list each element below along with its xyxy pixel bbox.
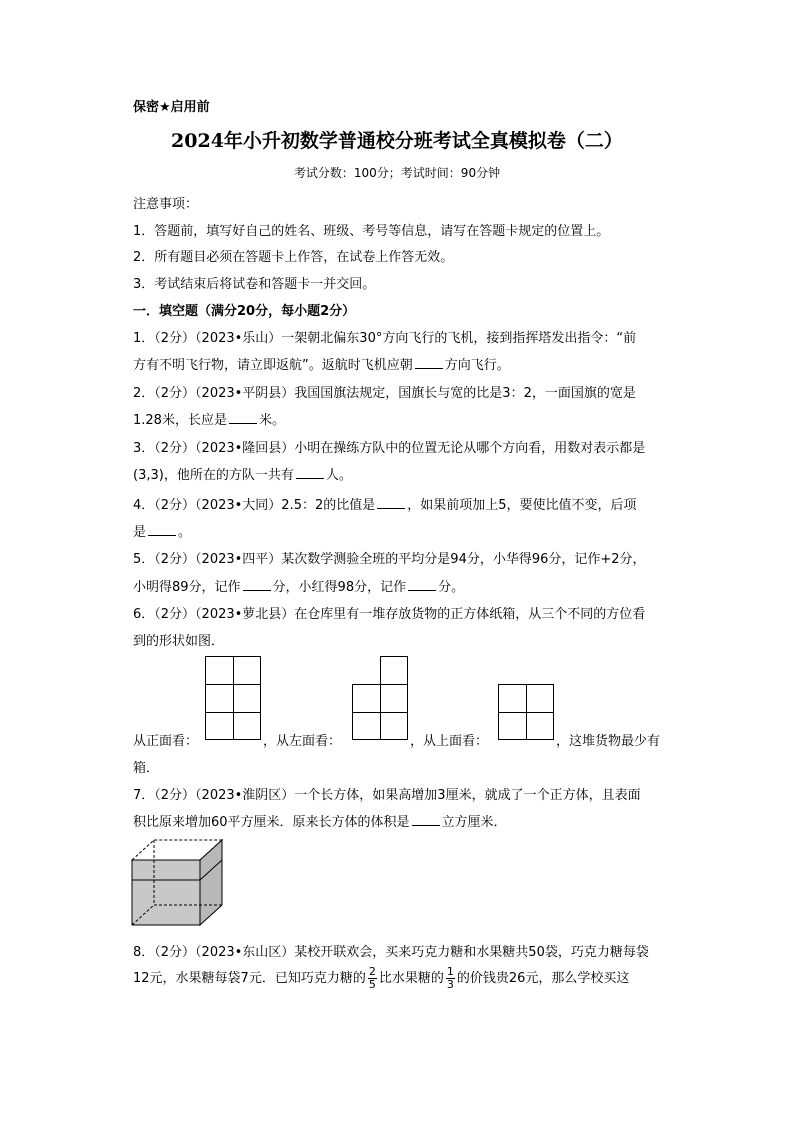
q3-line1: 3．（2分）（2023•隆回县）小明在操练方队中的位置无论从哪个方向看，用数对表示都是 xyxy=(133,441,646,456)
q4-line2 xyxy=(133,521,191,540)
cuboid-figure xyxy=(130,836,226,928)
q6-end-label: ，这堆货物最少有 xyxy=(556,734,661,749)
q5-answer-blank-1[interactable] xyxy=(243,578,271,591)
q4-text-a: 4．（2分）（2023•大同）2.5：2的比值是 xyxy=(133,498,376,513)
fraction-numerator: 1 xyxy=(446,965,454,978)
fraction-one-third xyxy=(446,966,455,991)
left-view-figure xyxy=(352,656,408,740)
q3-line2 xyxy=(133,464,352,483)
q6-left-label: ，从左面看： xyxy=(263,734,342,749)
q7-line2 xyxy=(133,811,507,830)
cuboid-front-face xyxy=(132,860,200,925)
q1-text-a: 方有不明飞行物，请立即返航”。返航时飞机应朝 xyxy=(133,358,413,373)
note-item-1: 1．答题前，填写好自己的姓名、班级、考号等信息，请写在答题卡规定的位置上。 xyxy=(133,224,610,239)
q7-text-a: 积比原来增加60平方厘米．原来长方体的体积是 xyxy=(133,815,410,830)
q1-text-b: 方向飞行。 xyxy=(444,358,510,373)
q7-line1: 7．（2分）（2023•淮阴区）一个长方体，如果高增加3厘米，就成了一个正方体，且表面 xyxy=(133,788,641,803)
score-info: 考试分数：100分；考试时间：90分钟 xyxy=(293,166,501,180)
q8-line2 xyxy=(133,966,629,991)
q4-text-c: 是 xyxy=(133,525,147,540)
q8-text-a: 12元，水果糖每袋7元．已知巧克力糖的 xyxy=(133,971,366,986)
q5-line2 xyxy=(133,576,464,595)
q2-text-a: 1.28米，长应是 xyxy=(133,413,227,428)
note-item-2: 2．所有题目必须在答题卡上作答，在试卷上作答无效。 xyxy=(133,250,454,265)
q2-line2 xyxy=(133,409,285,428)
front-view-figure xyxy=(205,656,261,740)
q7-text-b: 立方厘米． xyxy=(441,815,507,830)
q3-text-b: 人。 xyxy=(325,468,352,483)
q1-line2 xyxy=(133,354,510,373)
q4-text-d: 。 xyxy=(178,525,192,540)
q8-line1: 8．（2分）（2023•东山区）某校开联欢会，买来巧克力糖和水果糖共50袋，巧克力糖每袋 xyxy=(133,945,649,960)
q5-text-b: 分，小红得98分，记作 xyxy=(272,580,407,595)
confidential-mark: 保密★启用前 xyxy=(133,100,210,115)
q8-text-c: 的价钱贵26元，那么学校买这 xyxy=(456,971,630,986)
section-heading: 一．填空题（满分20分，每小题2分） xyxy=(133,304,356,319)
q6-views-line xyxy=(133,730,198,749)
q4-text-b: ，如果前项加上5，要使比值不变，后项 xyxy=(407,498,637,513)
top-view-figure xyxy=(498,684,554,740)
q5-text-a: 小明得89分，记作 xyxy=(133,580,241,595)
q8-text-b: 比水果糖的 xyxy=(378,971,444,986)
q5-answer-blank-2[interactable] xyxy=(408,578,436,591)
q2-text-b: 米。 xyxy=(258,413,285,428)
q2-answer-blank[interactable] xyxy=(229,411,257,424)
q4-answer-blank-1[interactable] xyxy=(377,496,405,509)
q4-answer-blank-2[interactable] xyxy=(148,523,176,536)
q6-line4: 箱． xyxy=(133,761,160,776)
note-item-3: 3．考试结束后将试卷和答题卡一并交回。 xyxy=(133,277,376,292)
q5-line1: 5．（2分）（2023•四平）某次数学测验全班的平均分是94分，小华得96分，记作+2分， xyxy=(133,552,646,567)
fraction-numerator: 2 xyxy=(368,965,376,978)
q3-answer-blank[interactable] xyxy=(296,466,324,479)
q6-top-label: ，从上面看： xyxy=(410,734,489,749)
q1-line1: 1．（2分）（2023•乐山）一架朝北偏东30°方向飞行的飞机，接到指挥塔发出指令：“前 xyxy=(133,331,637,346)
exam-title: 2024年小升初数学普通校分班考试全真模拟卷（二） xyxy=(171,130,623,152)
q7-answer-blank[interactable] xyxy=(412,813,440,826)
q6-line2: 到的形状如图． xyxy=(133,634,225,649)
q6-front-label: 从正面看： xyxy=(133,734,199,749)
q4-line1 xyxy=(133,494,637,513)
q1-answer-blank[interactable] xyxy=(415,356,443,369)
q2-line1: 2．（2分）（2023•平阴县）我国国旗法规定，国旗长与宽的比是3：2，一面国旗的宽是 xyxy=(133,386,636,401)
q6-line1: 6．（2分）（2023•萝北县）在仓库里有一堆存放货物的正方体纸箱，从三个不同的方位看 xyxy=(133,607,646,622)
fraction-two-fifths xyxy=(368,966,377,991)
fraction-denominator: 5 xyxy=(368,978,376,991)
q3-text-a: (3,3)，他所在的方队一共有 xyxy=(133,468,294,483)
fraction-denominator: 3 xyxy=(446,978,454,991)
notes-heading: 注意事项： xyxy=(133,197,199,212)
q5-text-c: 分。 xyxy=(438,580,465,595)
